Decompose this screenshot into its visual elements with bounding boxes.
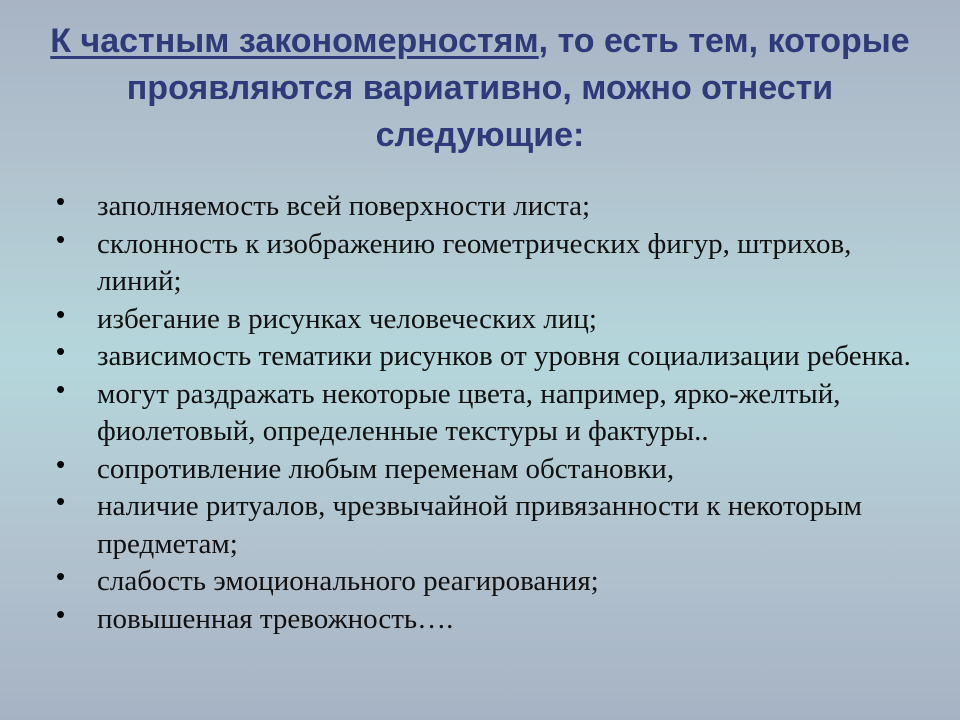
bullet-icon: •: [56, 186, 66, 216]
slide-title: [40, 18, 920, 159]
bullet-icon: •: [56, 373, 66, 404]
list-item-text: сопротивление любым переменам обстановки,: [97, 452, 675, 485]
bullet-icon: •: [56, 598, 66, 629]
bullet-list: [56, 188, 936, 638]
list-item-text: слабость эмоционального реагирования;: [97, 565, 599, 597]
list-item-text: повышенная тревожность….: [97, 602, 454, 635]
list-item: [56, 563, 936, 601]
list-item: [56, 188, 936, 226]
bullet-icon: •: [56, 336, 66, 366]
bullet-icon: •: [56, 223, 66, 254]
list-item: [56, 598, 936, 639]
list-item-text: могут раздражать некоторые цвета, например, ярко-желтый, фиолетовый, определенные текстуры и фактуры..: [97, 377, 841, 447]
list-item: [56, 373, 936, 451]
list-item-text: избегание в рисунках человеческих лиц;: [97, 302, 597, 335]
list-item-text: заполняемость всей поверхности листа;: [97, 190, 591, 222]
list-item: [56, 448, 936, 489]
list-item-text: зависимость тематики рисунков от уровня социализации ребенка.: [97, 340, 911, 372]
title-underlined-part: К частным закономерностям: [50, 22, 539, 60]
bullet-icon: •: [56, 561, 66, 591]
bullet-icon: •: [56, 298, 66, 329]
title-rest: , то есть тем, которые проявляются вариативно, можно отнести следующие:: [126, 22, 910, 154]
list-item: [56, 223, 936, 301]
list-item: [56, 488, 936, 563]
bullet-icon: •: [56, 448, 66, 479]
list-item-text: склонность к изображению геометрических фигур, штрихов, линий;: [97, 227, 852, 297]
list-item: [56, 298, 936, 339]
bullet-icon: •: [56, 486, 66, 516]
list-item: [56, 338, 936, 376]
list-item-text: наличие ритуалов, чрезвычайной привязанности к некоторым предметам;: [97, 490, 862, 560]
